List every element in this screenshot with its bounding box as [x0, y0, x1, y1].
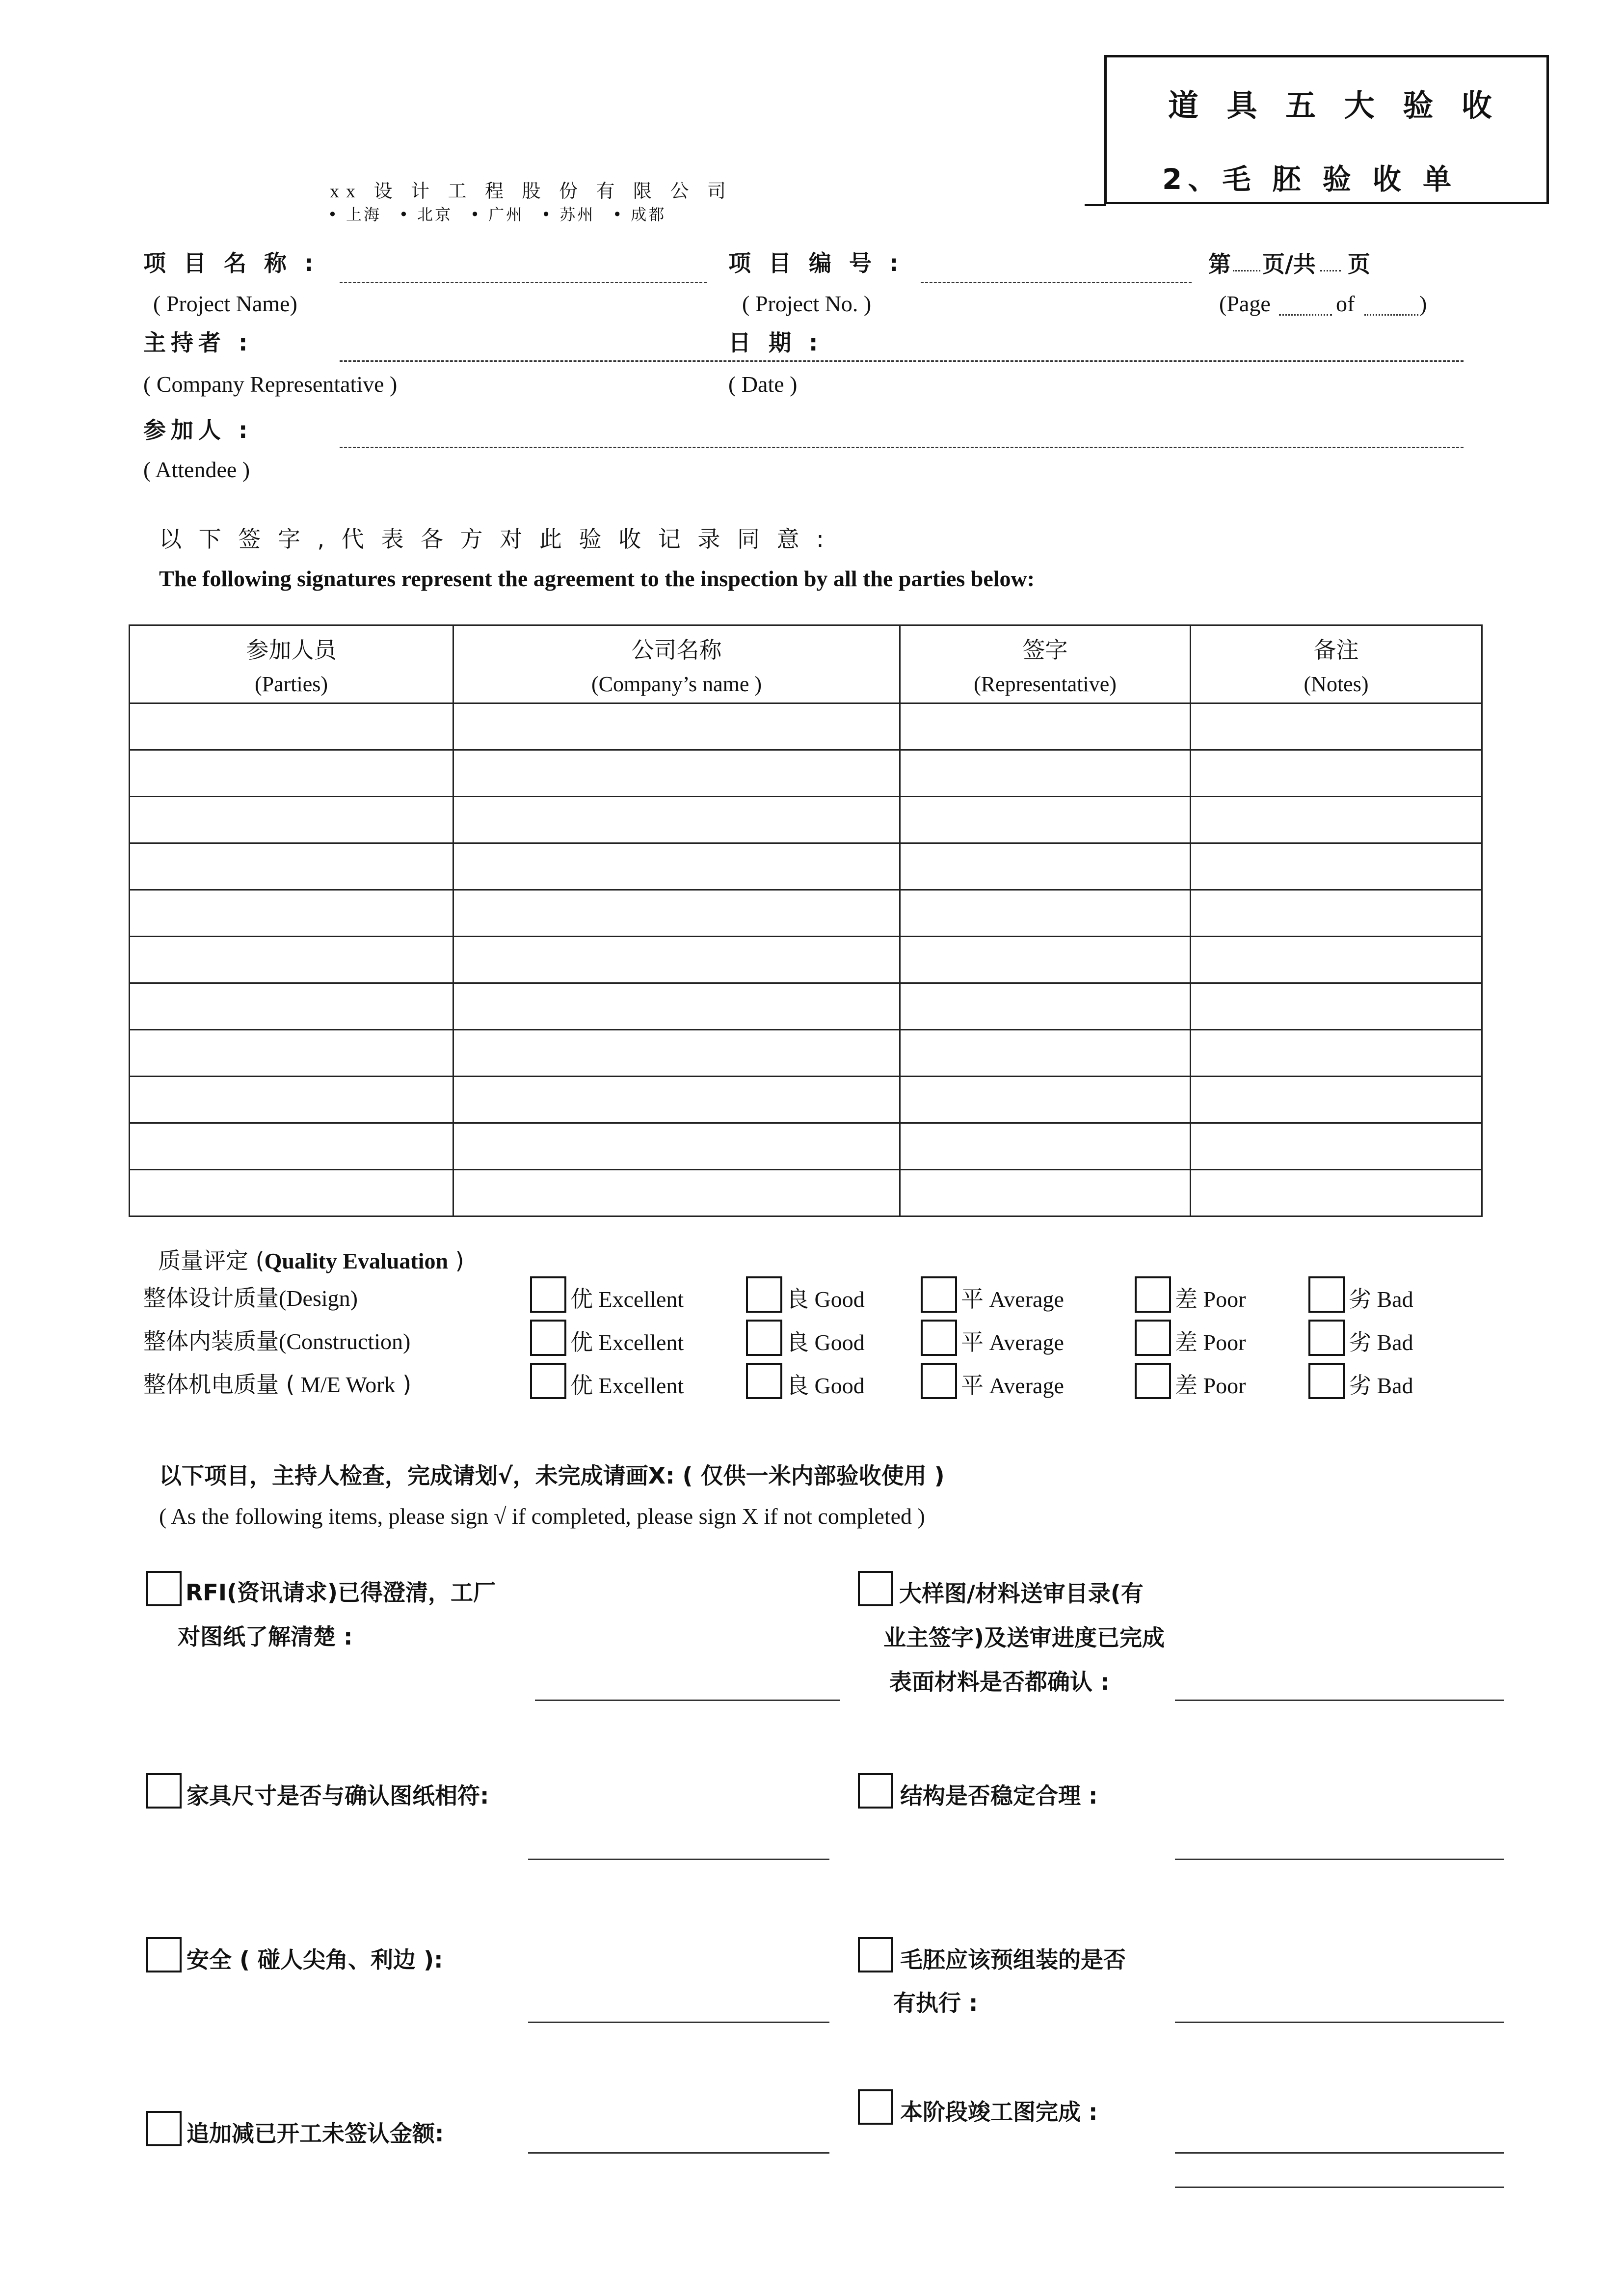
as-built-answer-line-2[interactable]	[1175, 2187, 1504, 2188]
page-label-2: 页/共	[1262, 251, 1316, 277]
representative-cell[interactable]	[900, 937, 1191, 983]
shop-drawing-label-3: 表面材料是否都确认 :	[889, 1669, 1110, 1695]
notes-cell[interactable]	[1191, 983, 1482, 1030]
page-label-en-3: )	[1419, 291, 1427, 316]
table-row	[130, 1170, 1482, 1216]
quality-good-checkbox[interactable]	[746, 1363, 782, 1399]
date-label: 日 期 :	[728, 329, 823, 356]
header-company: 公司名称 (Company’s name )	[453, 625, 900, 703]
parties-cell[interactable]	[130, 1077, 453, 1123]
representative-cell[interactable]	[900, 750, 1191, 797]
quality-average-checkbox[interactable]	[921, 1320, 957, 1356]
notes-cell[interactable]	[1191, 1170, 1482, 1216]
page-total-en-input[interactable]	[1364, 314, 1418, 316]
size-answer-line[interactable]	[528, 1859, 829, 1860]
company-cell[interactable]	[453, 983, 900, 1030]
page-number-en-input[interactable]	[1279, 314, 1332, 316]
notes-cell[interactable]	[1191, 797, 1482, 843]
attendee-input[interactable]	[340, 447, 1464, 448]
extra-cost-checkbox[interactable]	[146, 2111, 182, 2146]
shop-drawing-label-1: 大样图/材料送审目录(有	[899, 1580, 1144, 1607]
table-row	[130, 797, 1482, 843]
page-number-input[interactable]	[1233, 270, 1260, 271]
quality-poor-label: 差 Poor	[1175, 1286, 1246, 1312]
quality-good-checkbox[interactable]	[746, 1276, 782, 1313]
title-underline	[1085, 204, 1106, 206]
quality-good-label: 良 Good	[786, 1372, 865, 1399]
table-row	[130, 983, 1482, 1030]
extra-cost-answer-line[interactable]	[528, 2152, 829, 2154]
page-total-input[interactable]	[1320, 270, 1341, 271]
company-cell[interactable]	[453, 797, 900, 843]
page-label-3: 页	[1348, 251, 1370, 277]
parties-cell[interactable]	[130, 843, 453, 890]
quality-bad-checkbox[interactable]	[1308, 1320, 1345, 1356]
notes-cell[interactable]	[1191, 937, 1482, 983]
quality-good-checkbox[interactable]	[746, 1320, 782, 1356]
host-label-en: ( Company Representative )	[143, 372, 398, 397]
preassembly-label-2: 有执行 :	[893, 1990, 978, 2016]
parties-cell[interactable]	[130, 983, 453, 1030]
table-row	[130, 937, 1482, 983]
quality-excellent-checkbox[interactable]	[530, 1320, 566, 1356]
safety-label: 安全 ( 碰人尖角、利边 ):	[186, 1946, 443, 1973]
quality-row-label: 整体内装质量(Construction)	[143, 1328, 411, 1354]
table-row	[130, 1077, 1482, 1123]
structure-checkbox[interactable]	[858, 1773, 893, 1809]
as-built-label: 本阶段竣工图完成 :	[900, 2099, 1098, 2125]
company-cell[interactable]	[453, 1123, 900, 1170]
host-date-input[interactable]	[340, 360, 1464, 362]
parties-cell[interactable]	[130, 1030, 453, 1077]
project-no-label: 项 目 编 号 :	[728, 250, 904, 276]
parties-cell[interactable]	[130, 1170, 453, 1216]
representative-cell[interactable]	[900, 983, 1191, 1030]
project-no-label-en: ( Project No. )	[742, 291, 872, 316]
table-row	[130, 890, 1482, 937]
quality-excellent-label: 优 Excellent	[570, 1329, 684, 1355]
representative-cell[interactable]	[900, 1123, 1191, 1170]
quality-excellent-checkbox[interactable]	[530, 1363, 566, 1399]
quality-bad-label: 劣 Bad	[1349, 1329, 1413, 1355]
parties-cell[interactable]	[130, 1123, 453, 1170]
quality-poor-label: 差 Poor	[1175, 1329, 1246, 1355]
quality-excellent-label: 优 Excellent	[570, 1286, 684, 1312]
company-cell[interactable]	[453, 703, 900, 750]
notes-cell[interactable]	[1191, 843, 1482, 890]
preassembly-checkbox[interactable]	[858, 1937, 893, 1972]
page-label-en-2: of	[1336, 291, 1355, 316]
as-built-answer-line[interactable]	[1175, 2152, 1504, 2154]
safety-checkbox[interactable]	[146, 1937, 182, 1972]
parties-cell[interactable]	[130, 703, 453, 750]
quality-excellent-label: 优 Excellent	[570, 1372, 684, 1399]
shop-drawing-label-2: 业主签字)及送审进度已完成	[883, 1624, 1165, 1651]
project-name-label: 项 目 名 称 :	[143, 250, 319, 276]
table-row	[130, 843, 1482, 890]
agreement-text-cn: 以 下 签 字 , 代 表 各 方 对 此 验 收 记 录 同 意 :	[159, 526, 829, 552]
quality-bad-label: 劣 Bad	[1349, 1286, 1413, 1312]
quality-poor-checkbox[interactable]	[1135, 1320, 1171, 1356]
company-name: xx 设 计 工 程 股 份 有 限 公 司	[330, 181, 733, 202]
header-representative: 签字 (Representative)	[900, 625, 1191, 703]
agreement-text-en: The following signatures represent the agreement to the inspection by all the parties below:	[159, 566, 1035, 591]
checklist-intro-cn: 以下项目，主持人检查，完成请划√，未完成请画X: ( 仅供一米内部验收使用 )	[159, 1462, 945, 1489]
representative-cell[interactable]	[900, 1077, 1191, 1123]
company-cities: • 上海 • 北京 • 广州 • 苏州 • 成都	[328, 205, 666, 224]
quality-average-checkbox[interactable]	[921, 1363, 957, 1399]
notes-cell[interactable]	[1191, 703, 1482, 750]
structure-answer-line[interactable]	[1175, 1859, 1504, 1860]
table-row	[130, 1123, 1482, 1170]
attendee-label: 参加人 :	[143, 417, 253, 443]
notes-cell[interactable]	[1191, 1123, 1482, 1170]
company-cell[interactable]	[453, 1030, 900, 1077]
notes-cell[interactable]	[1191, 890, 1482, 937]
notes-cell[interactable]	[1191, 1030, 1482, 1077]
signature-table	[129, 624, 1481, 1205]
safety-answer-line[interactable]	[528, 2022, 829, 2023]
extra-cost-label: 追加减已开工未签认金额:	[186, 2120, 444, 2147]
size-checkbox[interactable]	[146, 1773, 182, 1809]
parties-cell[interactable]	[130, 890, 453, 937]
table-row	[130, 750, 1482, 797]
representative-cell[interactable]	[900, 1170, 1191, 1216]
rfi-answer-line[interactable]	[535, 1700, 840, 1701]
company-cell[interactable]	[453, 843, 900, 890]
attendee-label-en: ( Attendee )	[143, 457, 250, 482]
structure-label: 结构是否稳定合理 :	[900, 1783, 1098, 1809]
checklist-intro-en: ( As the following items, please sign √ if completed, please sign X if not completed )	[159, 1504, 925, 1529]
project-no-input[interactable]	[921, 282, 1192, 283]
quality-title: 质量评定 (Quality Evaluation )	[158, 1247, 464, 1274]
notes-cell[interactable]	[1191, 1077, 1482, 1123]
notes-cell[interactable]	[1191, 750, 1482, 797]
as-built-checkbox[interactable]	[858, 2089, 893, 2125]
company-cell[interactable]	[453, 1077, 900, 1123]
document-subtitle: 2、毛 胚 验 收 单	[1162, 162, 1458, 196]
parties-cell[interactable]	[130, 797, 453, 843]
quality-row-label: 整体机电质量 ( M/E Work )	[143, 1371, 412, 1398]
representative-cell[interactable]	[900, 890, 1191, 937]
quality-poor-checkbox[interactable]	[1135, 1276, 1171, 1313]
date-label-en: ( Date )	[728, 372, 798, 397]
quality-bad-label: 劣 Bad	[1349, 1372, 1413, 1399]
table-row	[130, 1030, 1482, 1077]
parties-cell[interactable]	[130, 937, 453, 983]
rfi-label-1: RFI(资讯请求)已得澄清，工厂	[186, 1579, 496, 1606]
parties-cell[interactable]	[130, 750, 453, 797]
project-name-input[interactable]	[340, 282, 707, 283]
representative-cell[interactable]	[900, 797, 1191, 843]
quality-good-label: 良 Good	[786, 1286, 865, 1312]
shop-drawing-answer-line[interactable]	[1175, 1700, 1504, 1701]
header-notes: 备注 (Notes)	[1191, 625, 1482, 703]
quality-good-label: 良 Good	[786, 1329, 865, 1355]
header-parties: 参加人员 (Parties)	[130, 625, 453, 703]
company-cell[interactable]	[453, 890, 900, 937]
quality-bad-checkbox[interactable]	[1308, 1276, 1345, 1313]
host-label: 主持者 :	[143, 329, 253, 356]
page-label-1: 第	[1208, 251, 1231, 277]
quality-poor-checkbox[interactable]	[1135, 1363, 1171, 1399]
representative-cell[interactable]	[900, 1030, 1191, 1077]
project-name-label-en: ( Project Name)	[153, 291, 297, 316]
quality-excellent-checkbox[interactable]	[530, 1276, 566, 1313]
preassembly-label-1: 毛胚应该预组装的是否	[900, 1946, 1126, 1973]
document-title: 道 具 五 大 验 收	[1168, 87, 1501, 123]
quality-bad-checkbox[interactable]	[1308, 1363, 1345, 1399]
size-label: 家具尺寸是否与确认图纸相符:	[186, 1783, 489, 1809]
representative-cell[interactable]	[900, 843, 1191, 890]
quality-row-label: 整体设计质量(Design)	[143, 1285, 358, 1311]
quality-average-label: 平 Average	[961, 1286, 1064, 1312]
quality-average-label: 平 Average	[961, 1372, 1064, 1399]
company-cell[interactable]	[453, 937, 900, 983]
company-cell[interactable]	[453, 750, 900, 797]
table-row	[130, 703, 1482, 750]
quality-poor-label: 差 Poor	[1175, 1372, 1246, 1399]
quality-average-label: 平 Average	[961, 1329, 1064, 1355]
company-cell[interactable]	[453, 1170, 900, 1216]
rfi-checkbox[interactable]	[146, 1571, 182, 1606]
representative-cell[interactable]	[900, 703, 1191, 750]
preassembly-answer-line[interactable]	[1175, 2022, 1504, 2023]
page-label-en-1: (Page	[1219, 291, 1271, 316]
rfi-label-2: 对图纸了解清楚 :	[178, 1623, 353, 1650]
table-header-row	[130, 625, 1482, 703]
shop-drawing-checkbox[interactable]	[858, 1571, 893, 1606]
quality-average-checkbox[interactable]	[921, 1276, 957, 1313]
